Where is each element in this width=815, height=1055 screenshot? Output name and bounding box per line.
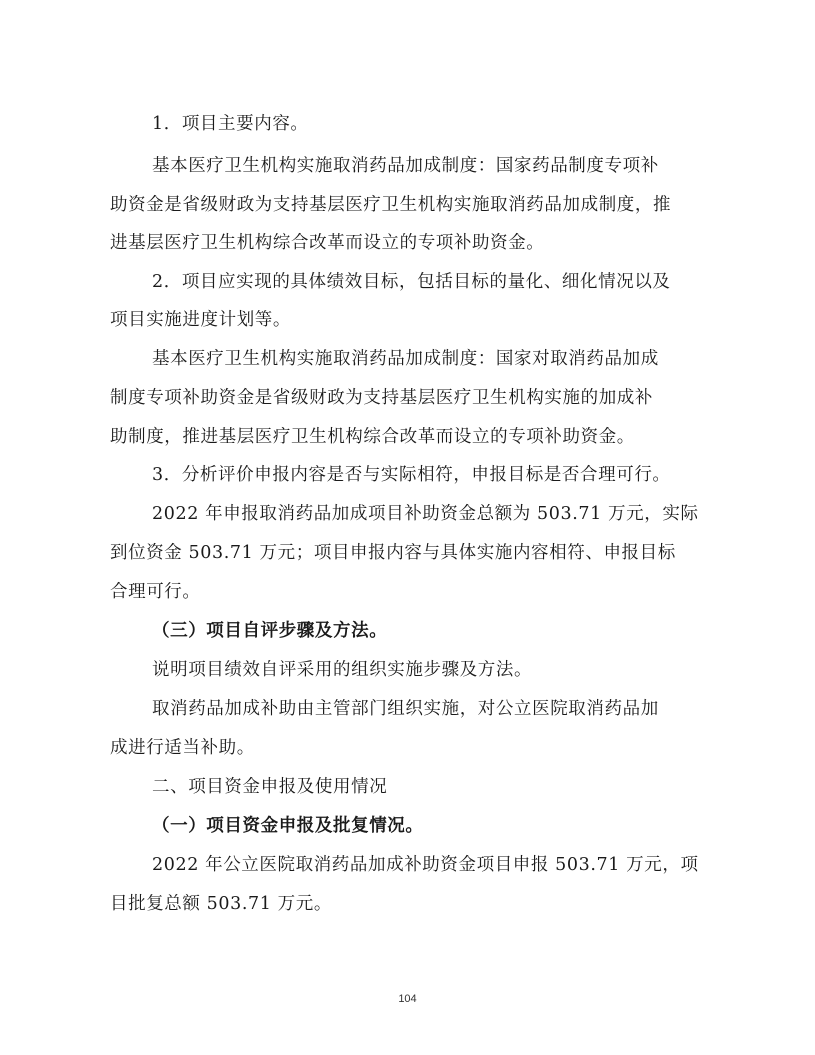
section-heading-funding: 二、项目资金申报及使用情况 — [152, 777, 388, 797]
heading-performance-goals: 2．项目应实现的具体绩效目标，包括目标的量化、细化情况以及 — [152, 272, 671, 292]
paragraph-line: 进基层医疗卫生机构综合改革而设立的专项补助资金。 — [110, 233, 545, 253]
paragraph-line: 基本医疗卫生机构实施取消药品加成制度：国家对取消药品加成 — [152, 349, 659, 369]
page-number: 104 — [398, 993, 417, 1005]
paragraph-line: 助制度，推进基层医疗卫生机构综合改革而设立的专项补助资金。 — [110, 427, 635, 447]
paragraph-line: 2022 年公立医院取消药品加成补助资金项目申报 503.71 万元，项 — [152, 855, 699, 875]
paragraph-line: 到位资金 503.71 万元；项目申报内容与具体实施内容相符、申报目标 — [110, 543, 676, 563]
paragraph-line: 取消药品加成补助由主管部门组织实施，对公立医院取消药品加 — [152, 699, 659, 719]
paragraph-line: 成进行适当补助。 — [110, 738, 255, 758]
paragraph-line: 制度专项补助资金是省级财政为支持基层医疗卫生机构实施的加成补 — [110, 388, 653, 408]
section-heading-self-evaluation: （三）项目自评步骤及方法。 — [152, 621, 388, 641]
paragraph-line: 基本医疗卫生机构实施取消药品加成制度：国家药品制度专项补 — [152, 156, 659, 176]
paragraph-line: 2022 年申报取消药品加成项目补助资金总额为 503.71 万元，实际 — [152, 504, 699, 524]
paragraph-line: 说明项目绩效自评采用的组织实施步骤及方法。 — [152, 660, 533, 680]
heading-project-content: 1．项目主要内容。 — [152, 114, 309, 134]
paragraph-line: 助资金是省级财政为支持基层医疗卫生机构实施取消药品加成制度，推 — [110, 195, 672, 215]
paragraph-line: 目批复总额 503.71 万元。 — [110, 894, 332, 914]
subsection-heading-approval: （一）项目资金申报及批复情况。 — [152, 816, 424, 836]
paragraph-line: 合理可行。 — [110, 582, 201, 602]
heading-evaluation: 3．分析评价申报内容是否与实际相符，申报目标是否合理可行。 — [152, 465, 671, 485]
paragraph-line: 项目实施进度计划等。 — [110, 310, 291, 330]
